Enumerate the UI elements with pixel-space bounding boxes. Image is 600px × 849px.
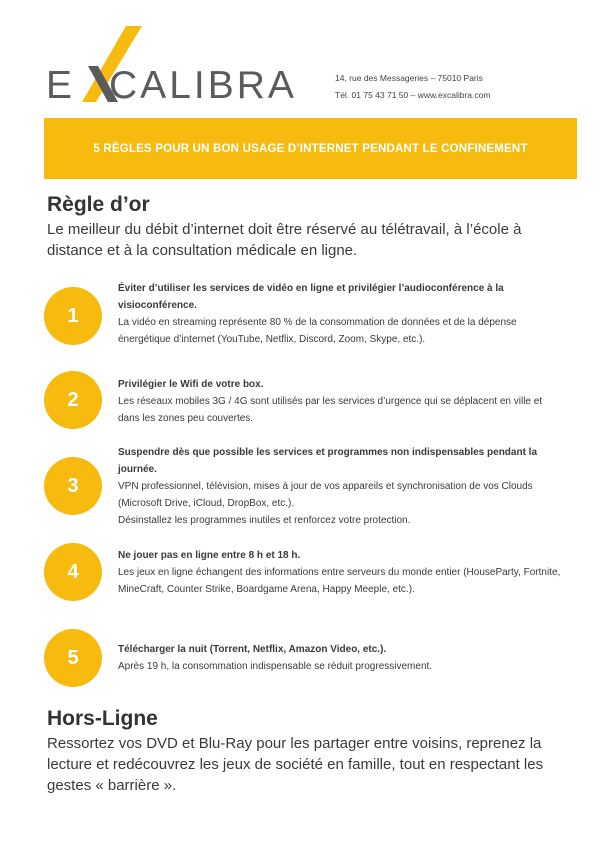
rule-title: Télécharger la nuit (Torrent, Netflix, Amazon Video, etc.). [118, 644, 387, 655]
rule-title: Éviter d’utiliser les services de vidéo en ligne et privilégier l’audioconférence à la visioconférence. [118, 283, 504, 311]
rule-description: Les réseaux mobiles 3G / 4G sont utilisés par les services d’urgence qui se déplacent en ville et dans les zones peu couvertes. [118, 396, 543, 424]
title-banner [44, 118, 577, 179]
rule-number-badge: 2 [44, 371, 102, 429]
phone-web-line: Tél. 01 75 43 71 50 – www.excalibra.com [335, 90, 491, 100]
logo-x-icon [82, 26, 142, 102]
rule-description: VPN professionnel, télévision, mises à jour de vos appareils et synchronisation de vos Clouds (Microsoft Drive, iCloud, DropBox, etc.). [118, 481, 533, 509]
golden-rule-heading: Règle d’or [47, 193, 150, 216]
rule-content [118, 547, 563, 598]
excalibra-logo [46, 26, 322, 107]
rule-number-badge: 1 [44, 287, 102, 345]
rule-description: Les jeux en ligne échangent des informations entre serveurs du monde entier (HouseParty, Fortnite, MineCraft, Counter Strike, Boardgame Arena, Happy Meeple, etc.). [118, 567, 561, 595]
golden-rule-text: Le meilleur du débit d’internet doit être réservé au télétravail, à l’école à distance et à la consultation médicale en ligne. [47, 221, 522, 259]
rule-number-badge: 5 [44, 629, 102, 687]
offline-text: Ressortez vos DVD et Blu-Ray pour les partager entre voisins, reprenez la lecture et redécouvrez les jeux de société en famille, tout en respectant les gestes « barrière ». [47, 735, 544, 794]
rule-description: Désinstallez les programmes inutiles et renforcez votre protection. [118, 515, 411, 526]
rule-description: Après 19 h, la consommation indispensable se réduit progressivement. [118, 661, 433, 672]
rule-number-badge: 4 [44, 543, 102, 601]
company-address [335, 70, 490, 104]
logo-letters-calibra: CALIBRA [109, 64, 297, 107]
banner-title: 5 RÈGLES POUR UN BON USAGE D’INTERNET PENDANT LE CONFINEMENT [93, 142, 528, 155]
address-line: 14, rue des Messageries – 75010 Paris [335, 73, 483, 83]
logo-letter-e: E [46, 64, 76, 107]
rule-content [118, 376, 563, 427]
rule-description: La vidéo en streaming représente 80 % de la consommation de données et de la dépense énergétique d’internet (YouTube, Netflix, Discord, Zoom, Skype, etc.). [118, 317, 517, 345]
rule-title: Ne jouer pas en ligne entre 8 h et 18 h. [118, 550, 301, 561]
rule-content [118, 280, 563, 348]
rule-content [118, 641, 563, 675]
offline-heading: Hors-Ligne [47, 707, 158, 730]
rule-title: Privilégier le Wifi de votre box. [118, 379, 264, 390]
rule-title: Suspendre dès que possible les services et programmes non indispensables pendant la journée. [118, 447, 538, 475]
rule-number-badge: 3 [44, 457, 102, 515]
header [0, 0, 600, 115]
rule-content [118, 444, 563, 529]
